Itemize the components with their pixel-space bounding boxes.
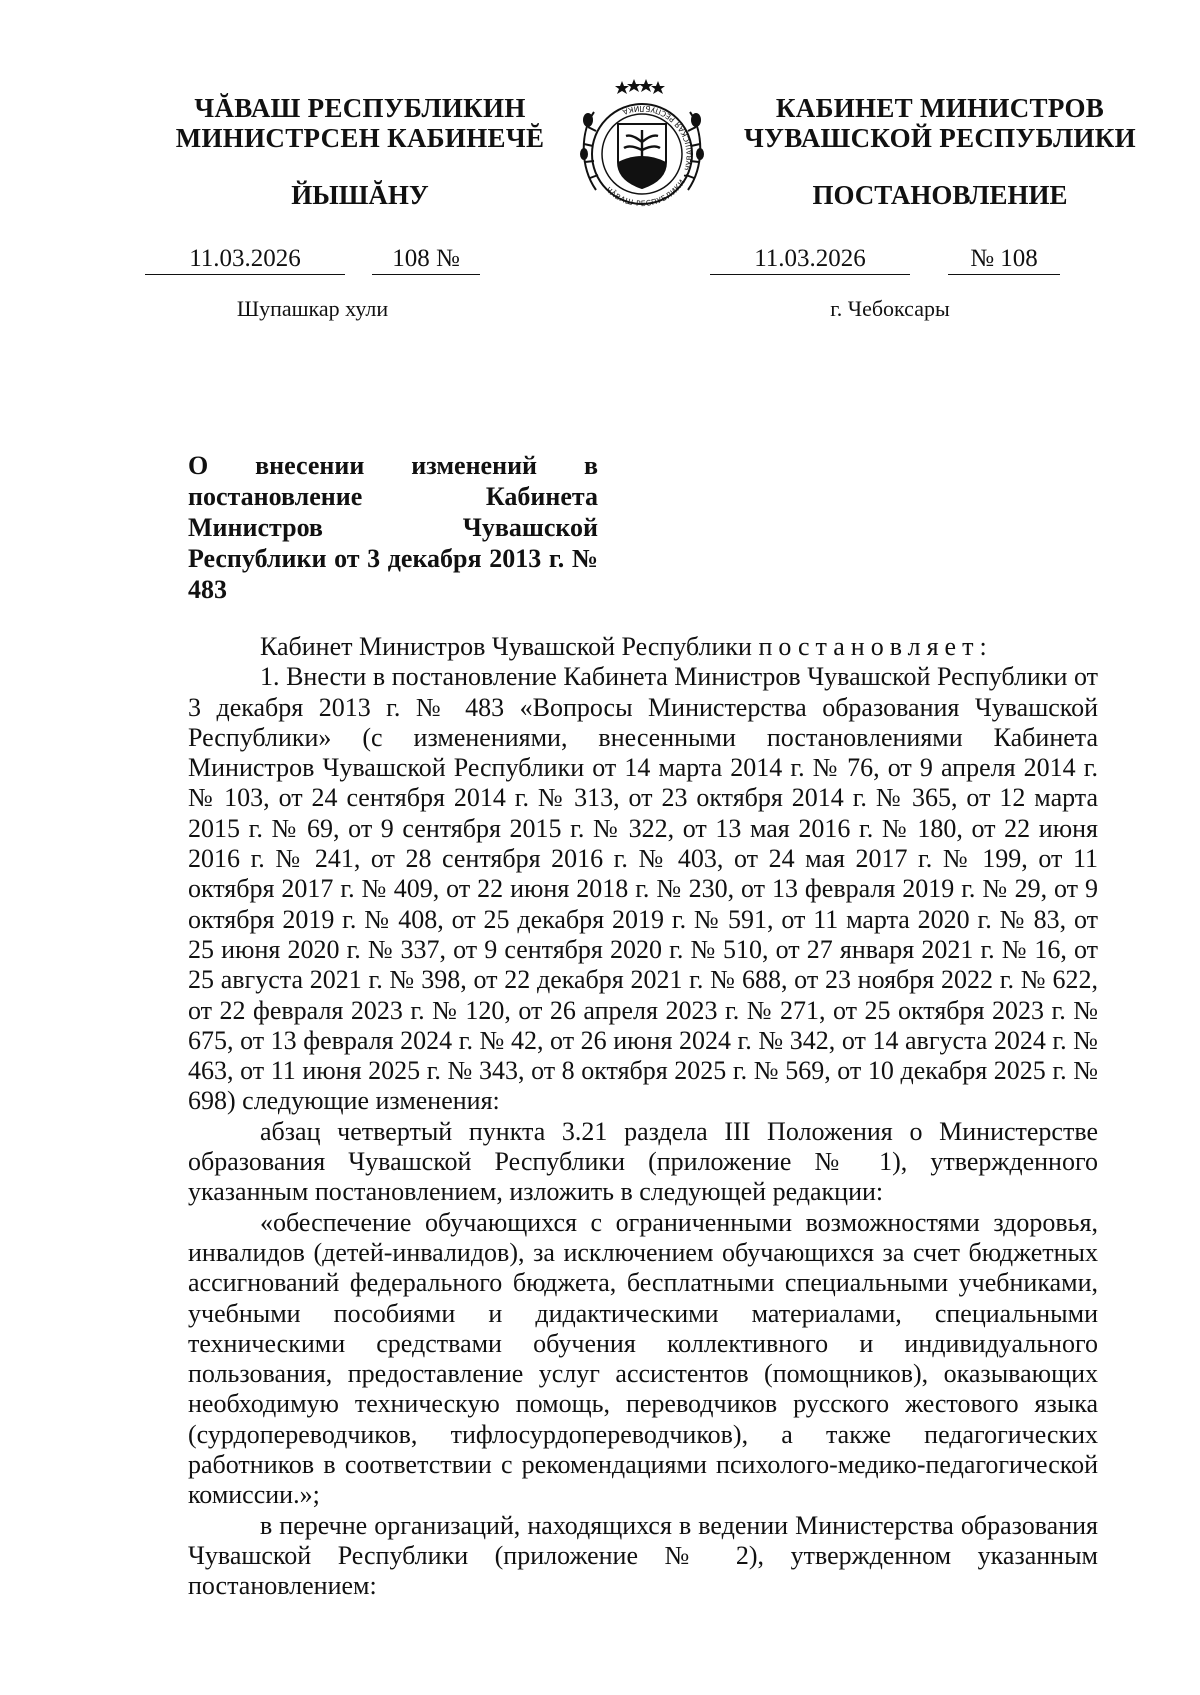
preamble-lead: Кабинет Министров Чувашской Республики <box>260 632 752 661</box>
chuvashia-coat-of-arms-icon <box>574 72 710 218</box>
number-right: № 108 <box>948 244 1060 275</box>
doc-type-right: ПОСТАНОВЛЕНИЕ <box>812 180 1068 210</box>
document-title: О внесении изменений в постановление Кабинета Министров Чувашской Республики от 3 декабря 2013 г. № 483 <box>188 451 598 604</box>
date-right: 11.03.2026 <box>710 244 910 275</box>
place-left: Шупашкар хули <box>236 296 389 321</box>
paragraph-2: абзац четвертый пункта 3.21 раздела III Положения о Министерстве образования Чувашской Республики (приложение № 1), утвержденного указанным постановлением, изложить в следующей редакции: <box>188 1116 1098 1207</box>
preamble-verb: постановляет: <box>758 632 993 661</box>
preamble <box>188 632 1098 662</box>
header-left-line2: МИНИСТРСЕН КАБИНЕЧĔ <box>175 123 545 153</box>
header-right-line2: ЧУВАШСКОЙ РЕСПУБЛИКИ <box>744 123 1136 153</box>
header-left-line1: ЧĂВАШ РЕСПУБЛИКИН <box>194 93 526 123</box>
paragraph-3: «обеспечение обучающихся с ограниченными возможностями здоровья, инвалидов (детей-инвалидов), за исключением обучающихся за счет бюджетных ассигнований федерального бюджета, бесплатными специальными учебниками, учебными пособиями и дидактическими материалами, специальными техническими средствами обучения коллективного и индивидуального пользования, предоставление услуг ассистентов (помощников), оказывающих необходимую техническую помощь, переводчиков русского жестового языка (сурдопереводчиков, тифлосурдопереводчиков), а также педагогических работников в соответствии с рекомендациями психолого-медико-педагогической комиссии.»; <box>188 1207 1098 1510</box>
place-right: г. Чебоксары <box>830 296 950 321</box>
emblem-ring-text: ЧĂВАШ РЕСПУБЛИКИ • ЧУВАШСКАЯ РЕСПУБЛИКА <box>604 103 695 209</box>
header-right <box>705 93 1175 153</box>
header-right-line1: КАБИНЕТ МИНИСТРОВ <box>775 93 1105 123</box>
paragraph-1: 1. Внести в постановление Кабинета Министров Чувашской Республики от 3 декабря 2013 г. № 483 «Вопросы Министерства образования Чувашской Республики» (с изменениями, внесенными постановлениями Кабинета Министров Чувашской Республики от 14 марта 2014 г. № 76, от 9 апреля 2014 г. № 103, от 24 сентября 2014 г. № 313, от 23 октября 2014 г. № 365, от 12 марта 2015 г. № 69, от 9 сентября 2015 г. № 322, от 13 мая 2016 г. № 180, от 22 июня 2016 г. № 241, от 28 сентября 2016 г. № 403, от 24 мая 2017 г. № 199, от 11 октября 2017 г. № 409, от 22 июня 2018 г. № 230, от 13 февраля 2019 г. № 29, от 9 октября 2019 г. № 408, от 25 декабря 2019 г. № 591, от 11 марта 2020 г. № 83, от 25 июня 2020 г. № 337, от 9 сентября 2020 г. № 510, от 27 января 2021 г. № 16, от 25 августа 2021 г. № 398, от 22 декабря 2021 г. № 688, от 23 ноября 2022 г. № 622, от 22 февраля 2023 г. № 120, от 26 апреля 2023 г. № 271, от 25 октября 2023 г. № 675, от 13 февраля 2024 г. № 42, от 26 июня 2024 г. № 342, от 14 августа 2024 г. № 463, от 11 июня 2025 г. № 343, от 8 октября 2025 г. № 569, от 10 декабря 2025 г. № 698) следующие изменения: <box>188 662 1098 1116</box>
date-left: 11.03.2026 <box>145 244 345 275</box>
doc-type-left: ЙЫШĂНУ <box>291 180 429 210</box>
number-left: 108 № <box>372 244 480 275</box>
paragraph-4: в перечне организаций, находящихся в ведении Министерства образования Чувашской Республики (приложение № 2), утвержденном указанным постановлением: <box>188 1510 1098 1601</box>
header-left <box>150 93 570 153</box>
document-body <box>188 632 1098 1602</box>
